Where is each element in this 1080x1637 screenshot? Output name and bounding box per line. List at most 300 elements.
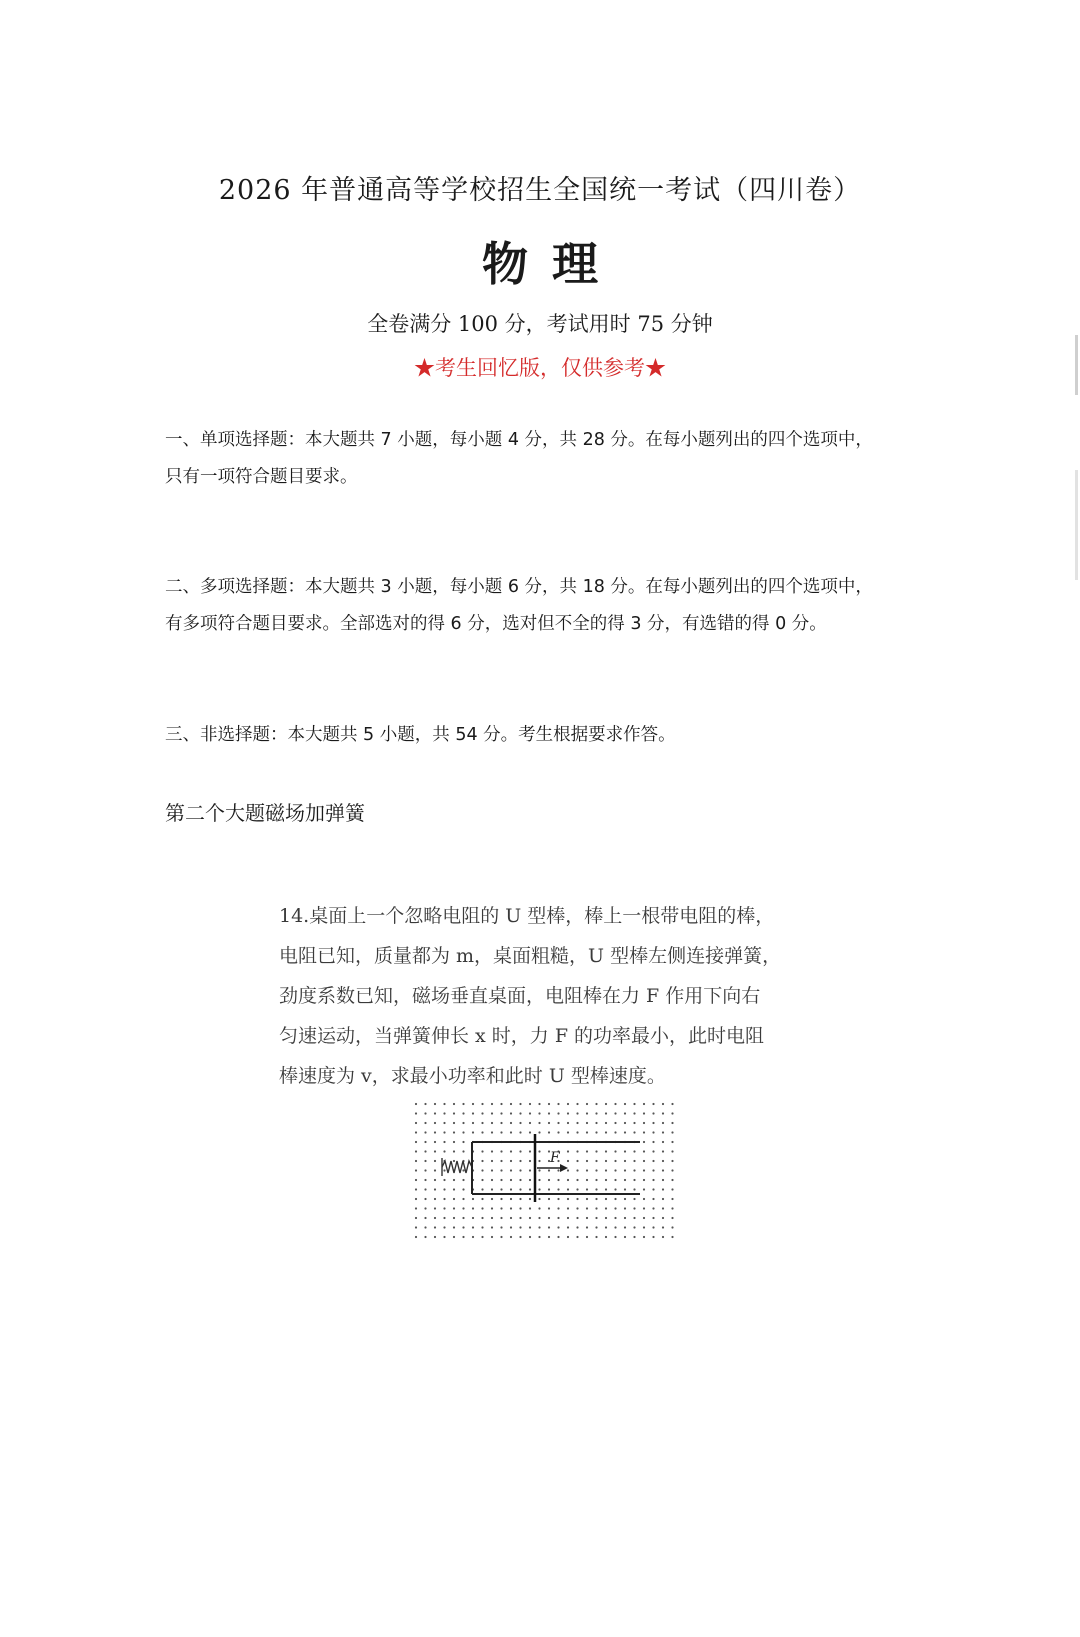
field-dot — [614, 1217, 616, 1219]
section-text-line: 有多项符合题目要求。全部选对的得 6 分，选对但不全的得 3 分，有选错的得 0 分。 — [165, 614, 827, 634]
scan-edge-mark — [1075, 335, 1078, 395]
field-dot — [491, 1160, 493, 1162]
field-dot — [434, 1112, 436, 1114]
field-dot — [424, 1217, 426, 1219]
field-dot — [510, 1160, 512, 1162]
field-dot — [424, 1112, 426, 1114]
field-dot — [595, 1188, 597, 1190]
field-dot — [434, 1160, 436, 1162]
field-dot — [443, 1122, 445, 1124]
field-dot — [614, 1160, 616, 1162]
field-dot — [614, 1198, 616, 1200]
field-dot — [567, 1217, 569, 1219]
field-dot — [491, 1112, 493, 1114]
field-dot — [614, 1150, 616, 1152]
field-dot — [434, 1236, 436, 1238]
field-dot — [434, 1198, 436, 1200]
field-dot — [567, 1179, 569, 1181]
field-dot — [605, 1122, 607, 1124]
magnetic-field-spring-figure — [412, 1100, 684, 1242]
field-dot — [595, 1122, 597, 1124]
field-dot — [538, 1131, 540, 1133]
field-dot — [633, 1160, 635, 1162]
field-dot — [453, 1112, 455, 1114]
field-dot — [576, 1160, 578, 1162]
field-dot — [652, 1217, 654, 1219]
field-dot — [443, 1236, 445, 1238]
field-dot — [491, 1198, 493, 1200]
field-dot — [538, 1122, 540, 1124]
field-dot — [614, 1226, 616, 1228]
field-dot — [643, 1198, 645, 1200]
field-dot — [500, 1217, 502, 1219]
field-dot — [586, 1198, 588, 1200]
field-dot — [586, 1236, 588, 1238]
field-dot — [472, 1198, 474, 1200]
field-dot — [643, 1217, 645, 1219]
field-dot — [510, 1122, 512, 1124]
field-dot — [462, 1112, 464, 1114]
field-dot — [586, 1179, 588, 1181]
field-dot — [595, 1198, 597, 1200]
field-dot — [643, 1112, 645, 1114]
field-dot — [567, 1160, 569, 1162]
field-dot — [500, 1236, 502, 1238]
field-dot — [633, 1112, 635, 1114]
field-dot — [567, 1236, 569, 1238]
field-dot — [538, 1150, 540, 1152]
field-dot — [643, 1103, 645, 1105]
field-dot — [624, 1226, 626, 1228]
field-dot — [633, 1103, 635, 1105]
field-dot — [567, 1207, 569, 1209]
field-dot — [481, 1217, 483, 1219]
field-dot — [510, 1236, 512, 1238]
field-dot — [500, 1198, 502, 1200]
field-dot — [576, 1198, 578, 1200]
field-dot — [557, 1112, 559, 1114]
field-dot — [519, 1169, 521, 1171]
field-dot — [662, 1141, 664, 1143]
field-dot — [424, 1103, 426, 1105]
field-dot — [424, 1141, 426, 1143]
field-dot — [510, 1226, 512, 1228]
field-dot — [624, 1217, 626, 1219]
field-dot — [557, 1226, 559, 1228]
field-dot — [538, 1160, 540, 1162]
field-dot — [481, 1122, 483, 1124]
field-dot — [538, 1236, 540, 1238]
field-dot — [586, 1103, 588, 1105]
field-dot — [605, 1112, 607, 1114]
field-dot — [491, 1226, 493, 1228]
field-dot — [662, 1169, 664, 1171]
field-dot — [453, 1150, 455, 1152]
field-dot — [595, 1103, 597, 1105]
field-dot — [548, 1198, 550, 1200]
field-dot — [671, 1141, 673, 1143]
field-dot — [529, 1226, 531, 1228]
field-dot — [500, 1103, 502, 1105]
field-dot — [529, 1188, 531, 1190]
field-dot — [652, 1150, 654, 1152]
field-dot — [453, 1103, 455, 1105]
field-dot — [424, 1169, 426, 1171]
problem-line: 电阻已知，质量都为 m，桌面粗糙，U 型棒左侧连接弹簧， — [279, 945, 782, 967]
field-dot — [519, 1179, 521, 1181]
field-dot — [500, 1179, 502, 1181]
field-dot — [624, 1112, 626, 1114]
field-dot — [557, 1188, 559, 1190]
field-dot — [510, 1179, 512, 1181]
field-dot — [633, 1217, 635, 1219]
field-dot — [652, 1112, 654, 1114]
field-dot — [652, 1103, 654, 1105]
field-dot — [614, 1188, 616, 1190]
field-dot — [472, 1217, 474, 1219]
field-dot — [671, 1179, 673, 1181]
field-dot — [538, 1207, 540, 1209]
field-dot — [491, 1131, 493, 1133]
field-dot — [510, 1112, 512, 1114]
field-dot — [548, 1169, 550, 1171]
field-dot — [652, 1179, 654, 1181]
field-dot — [529, 1179, 531, 1181]
field-dot — [567, 1150, 569, 1152]
field-dot — [586, 1150, 588, 1152]
field-dot — [576, 1236, 578, 1238]
field-dot — [462, 1141, 464, 1143]
field-dot — [462, 1207, 464, 1209]
field-dot — [500, 1169, 502, 1171]
field-dot — [500, 1188, 502, 1190]
field-dot — [519, 1112, 521, 1114]
field-dot — [453, 1198, 455, 1200]
field-dot — [472, 1207, 474, 1209]
field-dot — [643, 1179, 645, 1181]
recall-heading: 第二个大题磁场加弹簧 — [165, 801, 365, 825]
field-dot — [633, 1169, 635, 1171]
field-dot — [538, 1112, 540, 1114]
field-dot — [529, 1112, 531, 1114]
field-dot — [605, 1226, 607, 1228]
field-dot — [557, 1103, 559, 1105]
field-dot — [443, 1188, 445, 1190]
field-dot — [576, 1207, 578, 1209]
field-dot — [434, 1207, 436, 1209]
section-non-choice — [165, 717, 925, 754]
field-dot — [614, 1112, 616, 1114]
field-dot — [424, 1160, 426, 1162]
field-dot — [567, 1131, 569, 1133]
field-dot — [548, 1188, 550, 1190]
field-dot — [671, 1217, 673, 1219]
field-dot — [614, 1207, 616, 1209]
field-dot — [434, 1226, 436, 1228]
field-dot — [443, 1103, 445, 1105]
field-dot — [605, 1169, 607, 1171]
field-dot — [662, 1207, 664, 1209]
field-dot — [453, 1122, 455, 1124]
field-dot — [415, 1103, 417, 1105]
field-dot — [481, 1103, 483, 1105]
field-dot — [595, 1217, 597, 1219]
field-dot — [633, 1226, 635, 1228]
problem-line: 棒速度为 v，求最小功率和此时 U 型棒速度。 — [279, 1065, 666, 1087]
field-dot — [443, 1150, 445, 1152]
field-dot — [633, 1150, 635, 1152]
field-dot — [557, 1198, 559, 1200]
field-dot — [595, 1160, 597, 1162]
field-dot — [538, 1179, 540, 1181]
problem-line: 14.桌面上一个忽略电阻的 U 型棒，棒上一根带电阻的棒， — [279, 905, 775, 927]
field-dot — [538, 1169, 540, 1171]
field-dot — [481, 1188, 483, 1190]
field-dot — [481, 1236, 483, 1238]
field-dot — [595, 1150, 597, 1152]
field-dot — [652, 1141, 654, 1143]
field-dot — [614, 1236, 616, 1238]
field-dot — [643, 1188, 645, 1190]
field-dot — [662, 1198, 664, 1200]
field-dot — [576, 1112, 578, 1114]
field-dot — [529, 1122, 531, 1124]
field-dot — [567, 1103, 569, 1105]
field-dot — [548, 1236, 550, 1238]
field-dot — [652, 1188, 654, 1190]
field-dot — [510, 1217, 512, 1219]
field-dot — [643, 1226, 645, 1228]
field-dot — [500, 1131, 502, 1133]
field-dot — [491, 1217, 493, 1219]
field-dot — [662, 1150, 664, 1152]
field-dot — [652, 1207, 654, 1209]
field-dot — [472, 1236, 474, 1238]
field-dot — [529, 1150, 531, 1152]
field-dot — [519, 1207, 521, 1209]
field-dot — [605, 1103, 607, 1105]
field-dot — [605, 1188, 607, 1190]
field-dot — [548, 1207, 550, 1209]
field-dot — [538, 1217, 540, 1219]
field-dot — [624, 1131, 626, 1133]
field-dot — [662, 1236, 664, 1238]
field-dot — [548, 1103, 550, 1105]
field-dot — [652, 1226, 654, 1228]
field-dot — [491, 1188, 493, 1190]
field-dot — [415, 1188, 417, 1190]
spring — [442, 1158, 472, 1176]
field-dot — [576, 1131, 578, 1133]
field-dot — [519, 1188, 521, 1190]
field-dot — [453, 1217, 455, 1219]
field-dot — [510, 1169, 512, 1171]
field-dot — [567, 1112, 569, 1114]
field-dot — [443, 1207, 445, 1209]
field-dot — [519, 1131, 521, 1133]
field-dot — [576, 1179, 578, 1181]
field-dot — [662, 1103, 664, 1105]
field-dot — [481, 1160, 483, 1162]
field-dot — [519, 1217, 521, 1219]
field-dot — [424, 1226, 426, 1228]
field-dot — [576, 1217, 578, 1219]
field-dot — [415, 1131, 417, 1133]
field-dot — [595, 1236, 597, 1238]
field-dot — [434, 1150, 436, 1152]
field-dot — [462, 1236, 464, 1238]
force-label: F — [550, 1150, 560, 1166]
field-dot — [481, 1150, 483, 1152]
field-dot — [595, 1112, 597, 1114]
field-dot — [481, 1226, 483, 1228]
field-dot — [652, 1236, 654, 1238]
field-dot — [624, 1236, 626, 1238]
field-dot — [472, 1103, 474, 1105]
field-dot — [443, 1131, 445, 1133]
field-dot — [586, 1207, 588, 1209]
field-dot — [415, 1112, 417, 1114]
field-dot — [529, 1160, 531, 1162]
field-dot — [434, 1141, 436, 1143]
field-dot — [519, 1150, 521, 1152]
field-dot — [652, 1169, 654, 1171]
field-dot — [538, 1103, 540, 1105]
field-dot — [662, 1122, 664, 1124]
field-dot — [605, 1198, 607, 1200]
field-dot — [500, 1226, 502, 1228]
field-dot — [671, 1131, 673, 1133]
field-dot — [424, 1207, 426, 1209]
field-dot — [510, 1150, 512, 1152]
field-dot — [415, 1150, 417, 1152]
field-dot — [671, 1112, 673, 1114]
field-dot — [529, 1217, 531, 1219]
field-dot — [510, 1207, 512, 1209]
field-dot — [671, 1160, 673, 1162]
scan-edge-mark — [1075, 470, 1078, 580]
field-dot — [614, 1169, 616, 1171]
field-dot — [662, 1112, 664, 1114]
field-dot — [643, 1131, 645, 1133]
field-dot — [443, 1169, 445, 1171]
field-dot — [434, 1131, 436, 1133]
field-dot — [434, 1103, 436, 1105]
field-dot — [652, 1198, 654, 1200]
field-dot — [557, 1217, 559, 1219]
field-dot — [453, 1160, 455, 1162]
section-text-line: 二、多项选择题：本大题共 3 小题，每小题 6 分，共 18 分。在每小题列出的四个选项中， — [165, 577, 873, 597]
exam-title: 2026 年普通高等学校招生全国统一考试（四川卷） — [218, 175, 862, 206]
field-dot — [595, 1179, 597, 1181]
field-dot — [500, 1207, 502, 1209]
field-dot — [614, 1122, 616, 1124]
field-dot — [481, 1169, 483, 1171]
field-dot — [624, 1179, 626, 1181]
field-dot — [605, 1236, 607, 1238]
field-dot — [586, 1188, 588, 1190]
field-dot — [472, 1131, 474, 1133]
field-dot — [510, 1188, 512, 1190]
field-dot — [453, 1141, 455, 1143]
field-dot — [529, 1198, 531, 1200]
field-dot — [453, 1226, 455, 1228]
field-dot — [424, 1198, 426, 1200]
field-dot — [605, 1150, 607, 1152]
field-dot — [472, 1122, 474, 1124]
field-dot — [624, 1160, 626, 1162]
field-dot — [424, 1188, 426, 1190]
field-dot — [671, 1122, 673, 1124]
field-dot — [453, 1179, 455, 1181]
field-dot — [614, 1103, 616, 1105]
field-dot — [557, 1122, 559, 1124]
field-dot — [424, 1150, 426, 1152]
field-dot — [643, 1207, 645, 1209]
field-dot — [576, 1122, 578, 1124]
field-dot — [481, 1131, 483, 1133]
field-dot — [662, 1131, 664, 1133]
problem-line: 劲度系数已知，磁场垂直桌面，电阻棒在力 F 作用下向右 — [279, 985, 761, 1007]
field-dot — [652, 1122, 654, 1124]
field-dot — [415, 1122, 417, 1124]
field-dot — [510, 1131, 512, 1133]
field-dot — [491, 1150, 493, 1152]
field-dot — [415, 1179, 417, 1181]
field-dot — [605, 1160, 607, 1162]
field-dot — [434, 1122, 436, 1124]
field-dot — [462, 1150, 464, 1152]
field-dot — [624, 1188, 626, 1190]
field-dot — [443, 1198, 445, 1200]
field-dot — [491, 1207, 493, 1209]
field-dot — [548, 1226, 550, 1228]
field-dot — [586, 1226, 588, 1228]
field-dot — [624, 1103, 626, 1105]
field-dot — [624, 1198, 626, 1200]
section-multiple-choice — [165, 569, 925, 643]
field-dot — [481, 1207, 483, 1209]
field-dot — [424, 1179, 426, 1181]
field-dot — [424, 1236, 426, 1238]
field-dot — [519, 1122, 521, 1124]
problem-14 — [279, 896, 824, 1096]
field-dot — [529, 1169, 531, 1171]
field-dot — [633, 1179, 635, 1181]
field-dot — [633, 1236, 635, 1238]
field-dot — [462, 1198, 464, 1200]
field-dot — [519, 1226, 521, 1228]
field-dot — [481, 1112, 483, 1114]
field-dot — [529, 1131, 531, 1133]
field-dot — [462, 1103, 464, 1105]
field-dot — [472, 1226, 474, 1228]
field-dot — [633, 1188, 635, 1190]
field-dot — [557, 1131, 559, 1133]
field-dot — [538, 1198, 540, 1200]
field-dot — [519, 1236, 521, 1238]
field-dot — [595, 1226, 597, 1228]
field-dot — [519, 1160, 521, 1162]
field-dot — [605, 1179, 607, 1181]
field-dot — [415, 1198, 417, 1200]
field-dot — [614, 1131, 616, 1133]
field-dot — [529, 1236, 531, 1238]
section-single-choice — [165, 422, 925, 496]
field-dot — [434, 1169, 436, 1171]
field-dot — [633, 1122, 635, 1124]
field-dot — [567, 1169, 569, 1171]
